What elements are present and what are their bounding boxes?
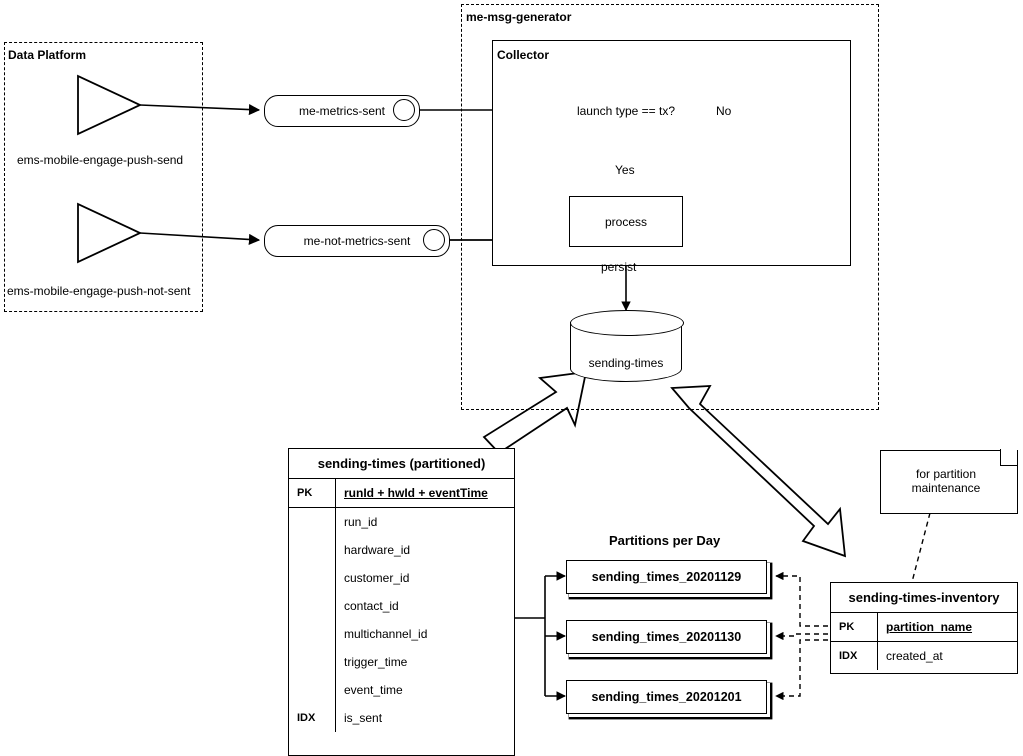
process-label: process: [604, 214, 648, 229]
partition-label: sending_times_20201201: [591, 690, 742, 704]
queue-cap-icon: [393, 99, 415, 121]
no-label: No: [716, 104, 732, 118]
note-fold-icon: [1000, 449, 1017, 466]
table-title: sending-times (partitioned): [289, 449, 514, 479]
group-collector-title: Collector: [497, 48, 550, 62]
group-data-platform: [4, 42, 203, 312]
partition-box-3[interactable]: [566, 680, 767, 714]
queue-me-not-metrics-sent[interactable]: [264, 225, 450, 257]
row-key: IDX: [831, 642, 878, 671]
row-value: hardware_id: [344, 543, 411, 557]
queue-me-metrics-sent[interactable]: [264, 95, 420, 127]
row-key: [289, 620, 336, 648]
queue-label: me-not-metrics-sent: [303, 234, 411, 248]
source-label-1: ems-mobile-engage-push-send: [17, 153, 184, 167]
row-value: event_time: [344, 683, 403, 697]
queue-cap-icon: [423, 229, 445, 251]
table-row: [289, 592, 514, 620]
row-key: PK: [289, 479, 336, 508]
persist-label: persist: [601, 260, 637, 274]
table-row: [289, 704, 514, 732]
table-row: [289, 479, 514, 508]
process-box: [569, 196, 683, 247]
table-row: [289, 564, 514, 592]
row-value: runId + hwId + eventTime: [344, 486, 488, 500]
group-me-msg-generator-title: me-msg-generator: [466, 10, 572, 24]
partition-label: sending_times_20201130: [591, 630, 742, 644]
row-key: [289, 536, 336, 564]
table-row: [289, 620, 514, 648]
table-row: [289, 676, 514, 704]
row-value: run_id: [344, 515, 378, 529]
decision-label: launch type == tx?: [576, 104, 676, 118]
partition-label: sending_times_20201129: [591, 570, 742, 584]
table-row: [831, 642, 1017, 671]
row-value: trigger_time: [344, 655, 408, 669]
row-key: [289, 508, 336, 537]
row-value: created_at: [886, 649, 943, 663]
row-value: multichannel_id: [344, 627, 428, 641]
table-row: [289, 508, 514, 537]
table-body: [831, 613, 1017, 670]
table-sending-times-partitioned: [288, 448, 515, 756]
group-data-platform-title: Data Platform: [8, 48, 87, 62]
row-value: contact_id: [344, 599, 399, 613]
row-key: IDX: [289, 704, 336, 732]
row-key: [289, 676, 336, 704]
partition-box-2[interactable]: [566, 620, 767, 654]
table-sending-times-inventory: [830, 582, 1018, 674]
table-body: [289, 479, 514, 732]
table-row: [831, 613, 1017, 642]
source-label-2: ems-mobile-engage-push-not-sent: [7, 284, 191, 298]
note-partition-maintenance: [880, 450, 1016, 512]
row-value: is_sent: [344, 711, 383, 725]
partitions-title: Partitions per Day: [609, 533, 721, 548]
table-row: [289, 536, 514, 564]
row-value: partition_name: [886, 620, 973, 634]
table-row: [289, 648, 514, 676]
note-text: for partition maintenance: [911, 467, 981, 495]
yes-label: Yes: [615, 163, 635, 177]
row-value: customer_id: [344, 571, 410, 585]
partition-box-1[interactable]: [566, 560, 767, 594]
queue-label: me-metrics-sent: [298, 104, 385, 118]
table-title: sending-times-inventory: [831, 583, 1017, 613]
row-key: [289, 564, 336, 592]
database-sending-times: [570, 310, 682, 382]
row-key: [289, 648, 336, 676]
database-label: sending-times: [588, 356, 664, 370]
row-key: PK: [831, 613, 878, 642]
row-key: [289, 592, 336, 620]
